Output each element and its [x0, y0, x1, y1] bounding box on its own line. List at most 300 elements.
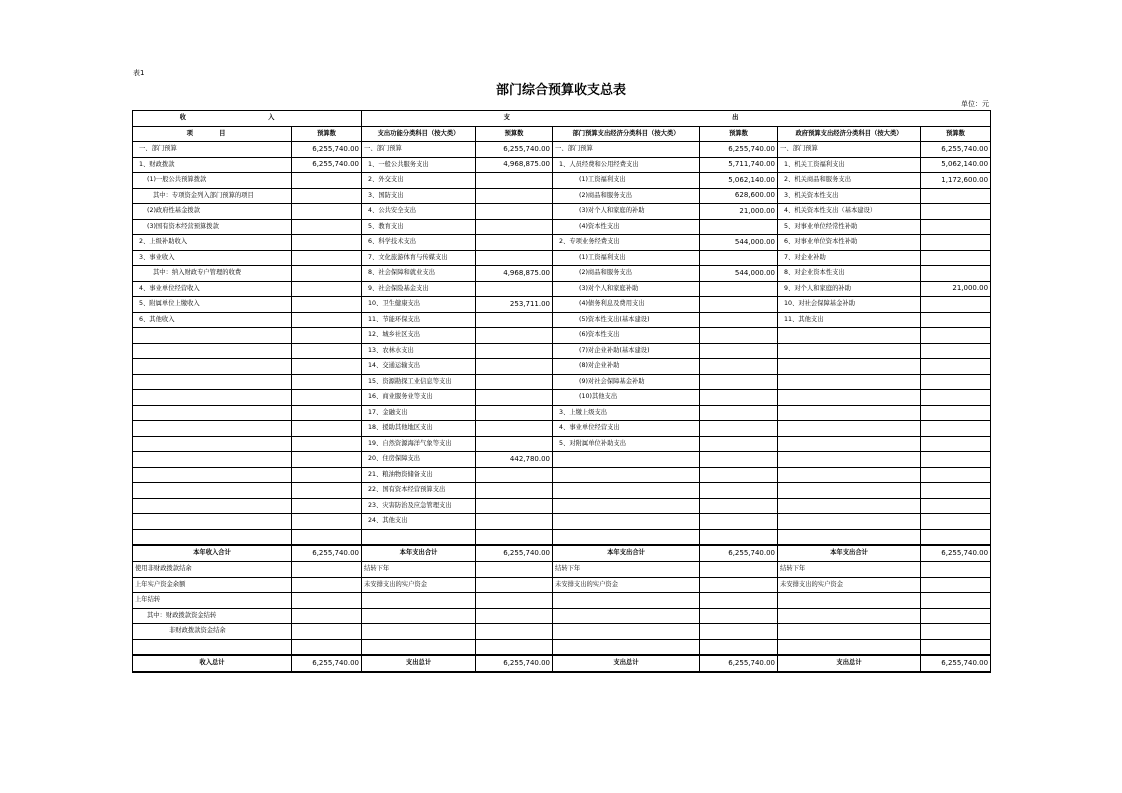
- func-budget-cell: [476, 219, 553, 235]
- income-item-cell: 5、附属单位上缴收入: [133, 297, 292, 313]
- grand-income-total-value: 6,255,740.00: [292, 655, 362, 672]
- gov-econ-item-cell: [778, 328, 921, 344]
- unarranged-label: 未安排支出的实户资金: [362, 577, 476, 593]
- gov-econ-col-header: 政府预算支出经济分类科目（按大类）: [778, 126, 921, 142]
- table-row: [133, 405, 991, 421]
- income-budget-cell: [292, 467, 362, 483]
- dept-econ-budget-cell: [700, 297, 778, 313]
- func-item-cell: 24、其他支出: [362, 514, 476, 530]
- table-row: [133, 608, 991, 624]
- grand-expense-total-label: 支出总计: [778, 655, 921, 672]
- gov-econ-item-cell: [778, 514, 921, 530]
- income-item-cell: [133, 452, 292, 468]
- table-row: [133, 312, 991, 328]
- dept-econ-budget-cell: [700, 467, 778, 483]
- empty-cell: [553, 639, 700, 655]
- gov-econ-budget-cell: 5,062,140.00: [921, 157, 991, 173]
- empty-cell: [921, 577, 991, 593]
- dept-econ-item-cell: 3、上缴上级支出: [553, 405, 700, 421]
- income-item-cell: [133, 483, 292, 499]
- gov-econ-item-cell: 1、机关工资福利支出: [778, 157, 921, 173]
- table-row: [133, 157, 991, 173]
- income-item-cell: 一、部门预算: [133, 142, 292, 158]
- table-row: [133, 281, 991, 297]
- dept-econ-item-cell: (1)工资福利支出: [553, 250, 700, 266]
- dept-econ-budget-cell: [700, 359, 778, 375]
- table-row: [133, 483, 991, 499]
- dept-econ-item-cell: (2)商品和服务支出: [553, 266, 700, 282]
- func-budget-cell: [476, 467, 553, 483]
- budget-col-header: 预算数: [476, 126, 553, 142]
- income-item-cell: 2、上级补助收入: [133, 235, 292, 251]
- dept-econ-item-cell: 一、部门预算: [553, 142, 700, 158]
- empty-cell: [362, 624, 476, 640]
- func-budget-cell: [476, 312, 553, 328]
- dept-econ-budget-cell: 544,000.00: [700, 235, 778, 251]
- gov-econ-budget-cell: [921, 343, 991, 359]
- dept-econ-item-cell: [553, 483, 700, 499]
- income-budget-cell: [292, 436, 362, 452]
- dept-econ-budget-cell: 21,000.00: [700, 204, 778, 220]
- grand-expense-total-label: 支出总计: [362, 655, 476, 672]
- dept-econ-item-cell: (1)工资福利支出: [553, 173, 700, 189]
- gov-econ-budget-cell: [921, 452, 991, 468]
- func-budget-cell: 253,711.00: [476, 297, 553, 313]
- func-item-cell: 21、粮油物资储备支出: [362, 467, 476, 483]
- func-budget-cell: [476, 529, 553, 545]
- empty-cell: [778, 639, 921, 655]
- func-item-cell: 2、外交支出: [362, 173, 476, 189]
- gov-econ-budget-cell: [921, 529, 991, 545]
- gov-econ-item-cell: 11、其他支出: [778, 312, 921, 328]
- func-budget-cell: [476, 498, 553, 514]
- dept-econ-budget-cell: 5,062,140.00: [700, 173, 778, 189]
- table-row: [133, 639, 991, 655]
- empty-cell: [553, 608, 700, 624]
- grand-income-total-label: 收入总计: [133, 655, 292, 672]
- gov-econ-budget-cell: [921, 188, 991, 204]
- empty-cell: [133, 639, 292, 655]
- dept-econ-item-cell: [553, 467, 700, 483]
- table-row: [133, 374, 991, 390]
- income-budget-cell: [292, 405, 362, 421]
- gov-econ-item-cell: [778, 483, 921, 499]
- year-total-row: [133, 545, 991, 562]
- gov-econ-budget-cell: [921, 312, 991, 328]
- func-item-cell: 15、资源勘探工业信息等支出: [362, 374, 476, 390]
- table-row: [133, 529, 991, 545]
- gov-econ-item-cell: [778, 359, 921, 375]
- func-item-cell: 11、节能环保支出: [362, 312, 476, 328]
- table-row: [133, 173, 991, 189]
- income-item-cell: [133, 467, 292, 483]
- income-budget-cell: [292, 514, 362, 530]
- dept-econ-item-cell: (7)对企业补助(基本建设): [553, 343, 700, 359]
- gov-econ-budget-cell: [921, 498, 991, 514]
- func-item-cell: 13、农林水支出: [362, 343, 476, 359]
- table-row: [133, 577, 991, 593]
- income-item-cell: [133, 421, 292, 437]
- dept-econ-item-cell: 1、人员经费和公用经费支出: [553, 157, 700, 173]
- income-budget-cell: [292, 328, 362, 344]
- gov-econ-budget-cell: [921, 514, 991, 530]
- table-row: [133, 498, 991, 514]
- non-fiscal-balance-label: 使用非财政拨款结余: [133, 562, 292, 578]
- dept-econ-budget-cell: 6,255,740.00: [700, 142, 778, 158]
- income-item-cell: [133, 328, 292, 344]
- empty-cell: [476, 624, 553, 640]
- gov-econ-item-cell: 8、对企业资本性支出: [778, 266, 921, 282]
- dept-econ-budget-cell: 628,600.00: [700, 188, 778, 204]
- func-budget-cell: [476, 250, 553, 266]
- dept-econ-item-cell: (3)对个人和家庭的补助: [553, 204, 700, 220]
- dept-econ-item-cell: [553, 452, 700, 468]
- income-item-cell: [133, 359, 292, 375]
- income-budget-cell: [292, 498, 362, 514]
- income-item-cell: [133, 514, 292, 530]
- carry-forward-label: 上年结转: [133, 593, 292, 609]
- year-dept-total-value: 6,255,740.00: [700, 545, 778, 562]
- income-budget-cell: [292, 390, 362, 406]
- income-budget-cell: [292, 312, 362, 328]
- gov-econ-item-cell: [778, 498, 921, 514]
- func-budget-cell: [476, 390, 553, 406]
- gov-econ-budget-cell: [921, 297, 991, 313]
- empty-cell: [476, 577, 553, 593]
- func-budget-cell: [476, 483, 553, 499]
- func-budget-cell: [476, 405, 553, 421]
- dept-econ-budget-cell: [700, 312, 778, 328]
- empty-cell: [553, 593, 700, 609]
- dept-econ-budget-cell: [700, 498, 778, 514]
- table-row: [133, 266, 991, 282]
- column-header-row: [133, 126, 991, 142]
- dept-econ-item-cell: (4)债务利息及费用支出: [553, 297, 700, 313]
- dept-econ-budget-cell: [700, 328, 778, 344]
- year-func-total-value: 6,255,740.00: [476, 545, 553, 562]
- page-title: 部门综合预算收支总表: [495, 83, 626, 98]
- gov-econ-budget-cell: [921, 374, 991, 390]
- empty-cell: [476, 639, 553, 655]
- func-item-cell: 9、社会保险基金支出: [362, 281, 476, 297]
- gov-econ-item-cell: [778, 467, 921, 483]
- dept-econ-item-cell: (9)对社会保障基金补助: [553, 374, 700, 390]
- func-budget-cell: [476, 173, 553, 189]
- func-item-cell: 3、国防支出: [362, 188, 476, 204]
- income-budget-cell: [292, 343, 362, 359]
- table-row: [133, 250, 991, 266]
- budget-col-header: 预算数: [292, 126, 362, 142]
- expense-group-header: 支 出: [362, 111, 991, 127]
- gov-econ-item-cell: 6、对事业单位资本性补助: [778, 235, 921, 251]
- income-item-cell: [133, 498, 292, 514]
- income-budget-cell: 6,255,740.00: [292, 157, 362, 173]
- empty-cell: [292, 593, 362, 609]
- table-row: [133, 297, 991, 313]
- income-item-cell: 3、事业收入: [133, 250, 292, 266]
- table-row: [133, 188, 991, 204]
- gov-econ-item-cell: [778, 390, 921, 406]
- empty-cell: [292, 639, 362, 655]
- empty-cell: [700, 639, 778, 655]
- year-income-total-value: 6,255,740.00: [292, 545, 362, 562]
- budget-summary-table: [132, 110, 991, 673]
- year-income-total-label: 本年收入合计: [133, 545, 292, 562]
- func-item-cell: 23、灾害防治及应急管理支出: [362, 498, 476, 514]
- func-item-cell: 20、住房保障支出: [362, 452, 476, 468]
- func-budget-cell: [476, 343, 553, 359]
- gov-econ-item-cell: [778, 421, 921, 437]
- income-budget-cell: [292, 250, 362, 266]
- dept-econ-item-cell: (3)对个人和家庭补助: [553, 281, 700, 297]
- table-row: [133, 219, 991, 235]
- dept-econ-item-cell: 5、对附属单位补助支出: [553, 436, 700, 452]
- budget-col-header: 预算数: [921, 126, 991, 142]
- income-item-cell: [133, 390, 292, 406]
- income-item-cell: (2)政府性基金拨款: [133, 204, 292, 220]
- budget-col-header: 预算数: [700, 126, 778, 142]
- func-item-cell: 6、科学技术支出: [362, 235, 476, 251]
- gov-econ-budget-cell: [921, 390, 991, 406]
- gov-econ-budget-cell: 21,000.00: [921, 281, 991, 297]
- func-budget-cell: 4,968,875.00: [476, 266, 553, 282]
- dept-econ-budget-cell: [700, 514, 778, 530]
- dept-econ-budget-cell: [700, 390, 778, 406]
- table-row: [133, 593, 991, 609]
- dept-econ-item-cell: [553, 498, 700, 514]
- income-item-cell: (1)一般公共预算拨款: [133, 173, 292, 189]
- func-budget-cell: [476, 374, 553, 390]
- income-budget-cell: [292, 281, 362, 297]
- func-budget-cell: [476, 421, 553, 437]
- dept-econ-budget-cell: 5,711,740.00: [700, 157, 778, 173]
- empty-cell: [700, 593, 778, 609]
- empty-cell: [921, 608, 991, 624]
- dept-econ-budget-cell: [700, 452, 778, 468]
- func-item-cell: 19、自然资源海洋气象等支出: [362, 436, 476, 452]
- grand-func-total-value: 6,255,740.00: [476, 655, 553, 672]
- func-item-cell: 8、社会保障和就业支出: [362, 266, 476, 282]
- gov-econ-budget-cell: [921, 359, 991, 375]
- gov-econ-item-cell: [778, 452, 921, 468]
- unarranged-label: 未安排支出的实户资金: [778, 577, 921, 593]
- next-year-label: 结转下年: [778, 562, 921, 578]
- func-budget-cell: 6,255,740.00: [476, 142, 553, 158]
- income-budget-cell: [292, 266, 362, 282]
- income-budget-cell: [292, 421, 362, 437]
- func-budget-cell: [476, 514, 553, 530]
- gov-econ-item-cell: 一、部门预算: [778, 142, 921, 158]
- item-col-header: 项 目: [133, 126, 292, 142]
- func-col-header: 支出功能分类科目（按大类）: [362, 126, 476, 142]
- dept-econ-budget-cell: [700, 250, 778, 266]
- func-budget-cell: [476, 328, 553, 344]
- income-budget-cell: 6,255,740.00: [292, 142, 362, 158]
- gov-econ-item-cell: [778, 436, 921, 452]
- table-row: [133, 343, 991, 359]
- func-budget-cell: [476, 359, 553, 375]
- dept-econ-item-cell: [553, 514, 700, 530]
- table-row: [133, 562, 991, 578]
- func-item-cell: 4、公共安全支出: [362, 204, 476, 220]
- income-budget-cell: [292, 297, 362, 313]
- dept-econ-budget-cell: [700, 529, 778, 545]
- table-row: [133, 467, 991, 483]
- dept-econ-budget-cell: [700, 421, 778, 437]
- func-item-cell: [362, 529, 476, 545]
- dept-econ-item-cell: (5)资本性支出(基本建设): [553, 312, 700, 328]
- dept-econ-col-header: 部门预算支出经济分类科目（按大类）: [553, 126, 700, 142]
- dept-econ-item-cell: (4)资本性支出: [553, 219, 700, 235]
- func-budget-cell: [476, 188, 553, 204]
- fiscal-carry-label: 其中：财政拨款资金结转: [133, 608, 292, 624]
- gov-econ-budget-cell: [921, 483, 991, 499]
- empty-cell: [362, 608, 476, 624]
- gov-econ-budget-cell: [921, 328, 991, 344]
- table-row: [133, 514, 991, 530]
- func-item-cell: 17、金融支出: [362, 405, 476, 421]
- income-item-cell: (3)国有资本经营预算拨款: [133, 219, 292, 235]
- dept-econ-item-cell: 2、专项业务经费支出: [553, 235, 700, 251]
- income-budget-cell: [292, 188, 362, 204]
- table-row: [133, 359, 991, 375]
- gov-econ-item-cell: [778, 343, 921, 359]
- dept-econ-budget-cell: [700, 436, 778, 452]
- empty-cell: [921, 593, 991, 609]
- func-budget-cell: 4,968,875.00: [476, 157, 553, 173]
- dept-econ-budget-cell: [700, 281, 778, 297]
- func-item-cell: 一、部门预算: [362, 142, 476, 158]
- dept-econ-item-cell: (2)商品和服务支出: [553, 188, 700, 204]
- empty-cell: [553, 624, 700, 640]
- dept-econ-budget-cell: [700, 374, 778, 390]
- unarranged-label: 未安排支出的实户资金: [553, 577, 700, 593]
- gov-econ-budget-cell: [921, 204, 991, 220]
- next-year-label: 结转下年: [362, 562, 476, 578]
- grand-total-row: [133, 655, 991, 672]
- dept-econ-item-cell: (10)其他支出: [553, 390, 700, 406]
- income-budget-cell: [292, 452, 362, 468]
- empty-cell: [476, 562, 553, 578]
- income-item-cell: [133, 529, 292, 545]
- table-row: [133, 142, 991, 158]
- group-header-row: [133, 111, 991, 127]
- gov-econ-budget-cell: [921, 250, 991, 266]
- dept-econ-budget-cell: [700, 483, 778, 499]
- gov-econ-item-cell: [778, 405, 921, 421]
- func-item-cell: 14、交通运输支出: [362, 359, 476, 375]
- gov-econ-item-cell: [778, 374, 921, 390]
- income-budget-cell: [292, 173, 362, 189]
- gov-econ-budget-cell: [921, 405, 991, 421]
- empty-cell: [292, 608, 362, 624]
- dept-econ-item-cell: [553, 529, 700, 545]
- func-item-cell: 10、卫生健康支出: [362, 297, 476, 313]
- empty-cell: [700, 577, 778, 593]
- func-item-cell: 5、教育支出: [362, 219, 476, 235]
- gov-econ-item-cell: 9、对个人和家庭的补助: [778, 281, 921, 297]
- table-row: [133, 390, 991, 406]
- income-budget-cell: [292, 529, 362, 545]
- table-row: [133, 624, 991, 640]
- gov-econ-item-cell: 2、机关商品和服务支出: [778, 173, 921, 189]
- gov-econ-item-cell: 5、对事业单位经常性补助: [778, 219, 921, 235]
- dept-econ-item-cell: 4、事业单位经营支出: [553, 421, 700, 437]
- dept-econ-budget-cell: [700, 405, 778, 421]
- income-item-cell: 6、其他收入: [133, 312, 292, 328]
- income-item-cell: [133, 436, 292, 452]
- year-expense-total-label: 本年支出合计: [778, 545, 921, 562]
- table-row: [133, 204, 991, 220]
- table-row: [133, 235, 991, 251]
- income-budget-cell: [292, 483, 362, 499]
- empty-cell: [778, 593, 921, 609]
- year-expense-total-label: 本年支出合计: [553, 545, 700, 562]
- func-budget-cell: [476, 204, 553, 220]
- empty-cell: [476, 608, 553, 624]
- unit-label: 单位：元: [961, 100, 989, 108]
- gov-econ-budget-cell: [921, 467, 991, 483]
- empty-cell: [778, 624, 921, 640]
- grand-gov-total-value: 6,255,740.00: [921, 655, 991, 672]
- dept-econ-budget-cell: 544,000.00: [700, 266, 778, 282]
- empty-cell: [700, 624, 778, 640]
- grand-dept-total-value: 6,255,740.00: [700, 655, 778, 672]
- income-item-cell: 其中：纳入财政专户管理的收费: [133, 266, 292, 282]
- empty-cell: [921, 639, 991, 655]
- empty-cell: [778, 608, 921, 624]
- gov-econ-budget-cell: [921, 266, 991, 282]
- gov-econ-budget-cell: 6,255,740.00: [921, 142, 991, 158]
- income-item-cell: 4、事业单位经营收入: [133, 281, 292, 297]
- gov-econ-item-cell: 4、机关资本性支出（基本建设）: [778, 204, 921, 220]
- empty-cell: [362, 639, 476, 655]
- empty-cell: [292, 577, 362, 593]
- non-fiscal-carry-label: 非财政拨款资金结余: [133, 624, 292, 640]
- gov-econ-item-cell: [778, 529, 921, 545]
- next-year-label: 结转下年: [553, 562, 700, 578]
- empty-cell: [292, 562, 362, 578]
- func-item-cell: 16、商业服务业等支出: [362, 390, 476, 406]
- gov-econ-budget-cell: 1,172,600.00: [921, 173, 991, 189]
- func-item-cell: 12、城乡社区支出: [362, 328, 476, 344]
- dept-econ-budget-cell: [700, 219, 778, 235]
- func-budget-cell: [476, 436, 553, 452]
- empty-cell: [700, 608, 778, 624]
- table-row: [133, 452, 991, 468]
- func-item-cell: 18、援助其他地区支出: [362, 421, 476, 437]
- empty-cell: [292, 624, 362, 640]
- empty-cell: [921, 562, 991, 578]
- gov-econ-budget-cell: [921, 235, 991, 251]
- income-budget-cell: [292, 219, 362, 235]
- income-budget-cell: [292, 204, 362, 220]
- income-item-cell: [133, 343, 292, 359]
- year-gov-total-value: 6,255,740.00: [921, 545, 991, 562]
- income-budget-cell: [292, 374, 362, 390]
- func-budget-cell: [476, 235, 553, 251]
- empty-cell: [921, 624, 991, 640]
- empty-cell: [476, 593, 553, 609]
- income-budget-cell: [292, 359, 362, 375]
- func-budget-cell: 442,780.00: [476, 452, 553, 468]
- table-row: [133, 436, 991, 452]
- income-item-cell: 1、财政拨款: [133, 157, 292, 173]
- gov-econ-item-cell: 10、对社会保障基金补助: [778, 297, 921, 313]
- dept-econ-item-cell: (8)对企业补助: [553, 359, 700, 375]
- gov-econ-item-cell: 3、机关资本性支出: [778, 188, 921, 204]
- grand-expense-total-label: 支出总计: [553, 655, 700, 672]
